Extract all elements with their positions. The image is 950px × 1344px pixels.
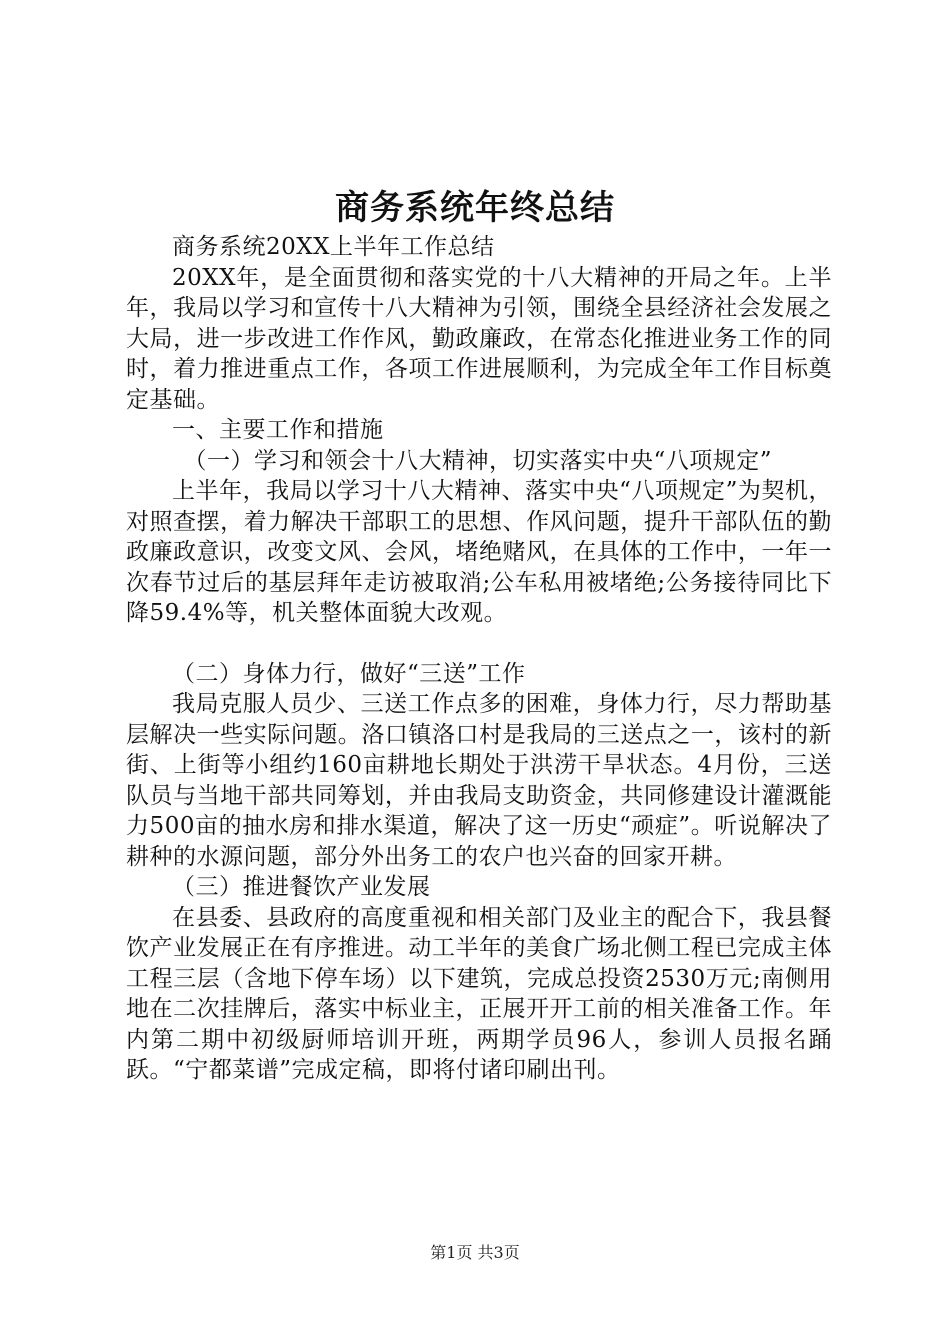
document-body <box>126 232 832 1086</box>
subsection-heading-2: （二）身体力行，做好“三送”工作 <box>172 660 526 687</box>
subsection-2-paragraph: 我局克服人员少、三送工作点多的困难，身体力行，尽力帮助基层解决一些实际问题。洛口镇洛口村是我局的三送点之一，该村的新街、上街等小组约160亩耕地长期处于洪涝干旱状态。4月份，三送队员与当地干部共同筹划，并由我局支助资金，共同修建设计灌溉能力500亩的抽水房和排水渠道，解决了这一历史“顽症”。听说解决了耕种的水源问题，部分外出务工的农户也兴奋的回家开耕。 <box>126 691 832 870</box>
section-heading-main-work: 一、主要工作和措施 <box>172 417 384 443</box>
subsection-1-paragraph: 上半年，我局以学习十八大精神、落实中央“八项规定”为契机，对照查摆，着力解决干部职工的思想、作风问题，提升干部队伍的勤政廉政意识，改变文风、会风，堵绝赌风，在具体的工作中，一年一次春节过后的基层拜年走访被取消;公车私用被堵绝;公务接待同比下降59.4%等，机关整体面貌大改观。 <box>126 478 832 626</box>
subsection-heading-3: （三）推进餐饮产业发展 <box>172 874 431 900</box>
page-footer: 第1页 共3页 <box>430 1243 520 1262</box>
subtitle-paragraph: 商务系统20XX上半年工作总结 <box>172 234 495 260</box>
subsection-3-paragraph: 在县委、县政府的高度重视和相关部门及业主的配合下，我县餐饮产业发展正在有序推进。动工半年的美食广场北侧工程已完成主体工程三层（含地下停车场）以下建筑，完成总投资2530万元;南侧用地在二次挂牌后，落实中标业主，正展开开工前的相关准备工作。年内第二期中初级厨师培训开班，两期学员96人，参训人员报名踊跃。“宁都菜谱”完成定稿，即将付诸印刷出刊。 <box>126 904 832 1083</box>
document-title: 商务系统年终总结 <box>335 188 615 228</box>
subsection-heading-1: （一）学习和领会十八大精神，切实落实中央“八项规定” <box>183 447 773 474</box>
intro-paragraph: 20XX年，是全面贯彻和落实党的十八大精神的开局之年。上半年，我局以学习和宣传十八大精神为引领，围绕全县经济社会发展之大局，进一步改进工作作风，勤政廉政，在常态化推进业务工作的同时，着力推进重点工作，各项工作进展顺利，为完成全年工作目标奠定基础。 <box>126 264 832 413</box>
